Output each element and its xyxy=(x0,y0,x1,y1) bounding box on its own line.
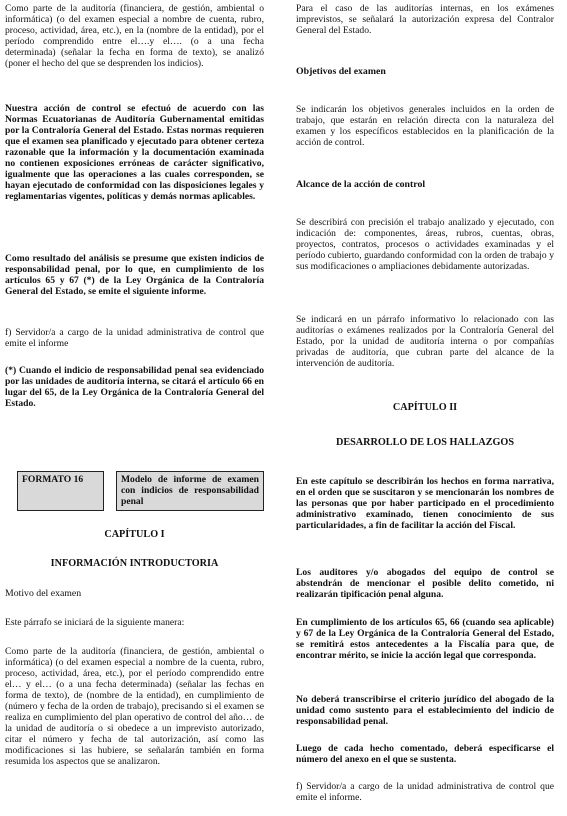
paragraph-signature-left: f) Servidor/a a cargo de la unidad administrativa de control que emite el informe xyxy=(5,327,264,350)
paragraph-footnote: (*) Cuando el indicio de responsabilidad penal sea evidenciado por las unidades de auditoría interna, se citará el artículo 66 en lugar del 65, de la Ley Orgánica de la Contraloría General del Estado. xyxy=(5,365,264,410)
paragraph-start-instruction: Este párrafo se iniciará de la siguiente manera: xyxy=(5,617,185,628)
paragraph-standards: Nuestra acción de control se efectuó de acuerdo con las Normas Ecuatorianas de Auditoría Gubernamental emitidas por la Contraloría General del Estado. Estas normas requieren que el examen sea planificado y ejecutado para obtener certeza razonable que la información y la documentación examinada no contienen exposiciones erróneas de carácter significativo, igualmente que las operaciones a las cuales corresponden, se hayan ejecutado de conformidad con las disposiciones legales y reglamentarias vigentes, políticas y demás normas aplicables. xyxy=(5,103,264,203)
paragraph-analysis-result: Como resultado del análisis se presume que existen indicios de responsabilidad penal, por lo que, en cumplimiento de los artículos 65 y 67 (*) de la Ley Orgánica de la Contraloría General del Estado, se emite el siguiente informe. xyxy=(5,253,264,298)
paragraph-internal-audits: Para el caso de las auditorías internas, en los exámenes imprevistos, se señalará la autorización expresa del Contralor General del Estado. xyxy=(296,3,554,37)
paragraph-annex: Luego de cada hecho comentado, deberá especificarse el número del anexo en el que se sustenta. xyxy=(296,743,554,766)
alcance-heading: Alcance de la acción de control xyxy=(296,179,426,190)
paragraph-alcance: Se describirá con precisión el trabajo analizado y ejecutado, con indicación de: componentes, áreas, rubros, cuentas, obras, proyectos, contratos, procesos o actividades examinadas y el período cubierto, guardando conformidad con la orden de trabajo y sus modificaciones o ampliaciones debidamente autorizadas. xyxy=(296,217,554,273)
paragraph-scope-intro: Como parte de la auditoría (financiera, de gestión, ambiental o informática) (o del examen especial a nombre de cuenta, rubro, proceso, actividad, área, etc.), en la (nombre de la entidad), por el período comprendido entre el….y el…. (o a una fecha determinada) (señalar la fecha en forma de texto), se analizó (poner el hecho del que se desprenden los indicios). xyxy=(5,3,264,70)
chapter-2-heading: CAPÍTULO II xyxy=(392,402,458,413)
paragraph-prior-audits: Se indicará en un párrafo informativo lo relacionado con las auditorías o exámenes realizados por la Contraloría General del Estado, por la unidad de auditoría interna o por compañías privadas de auditoría, que cubran parte del alcance de la intervención de auditoría. xyxy=(296,314,554,370)
paragraph-no-transcription: No deberá transcribirse el criterio jurídico del abogado de la unidad como sustento para el establecimiento del indicio de responsabilidad penal. xyxy=(296,694,554,728)
paragraph-auditors: Los auditores y/o abogados del equipo de control se abstendrán de mencionar el posible delito cometido, ni realizarán tipificación penal alguna. xyxy=(296,567,554,601)
formato-label: FORMATO 16 xyxy=(22,474,84,485)
paragraph-chapter-description: En este capítulo se describirán los hechos en forma narrativa, en el orden que se suscitaron y se mencionarán los nombres de las personas que por haber participado en el procedimiento administrativo examinado, tienen conocimiento de sus particularidades, a fin de facilitar la acción del Fiscal. xyxy=(296,476,554,532)
modelo-label: Modelo de informe de examen con indicios de responsabilidad penal xyxy=(121,474,259,507)
objetivos-heading: Objetivos del examen xyxy=(296,66,386,77)
motivo-heading: Motivo del examen xyxy=(5,588,82,599)
info-intro-heading: INFORMACIÓN INTRODUCTORIA xyxy=(50,558,219,569)
paragraph-signature-right: f) Servidor/a a cargo de la unidad administrativa de control que emite el informe. xyxy=(296,781,554,804)
formato-box xyxy=(17,471,104,511)
desarrollo-heading: DESARROLLO DE LOS HALLAZGOS xyxy=(335,437,515,448)
chapter-1-heading: CAPÍTULO I xyxy=(104,529,165,540)
paragraph-objetivos: Se indicarán los objetivos generales incluidos en la orden de trabajo, que estarán en relación directa con la naturaleza del examen y los específicos establecidos en la planificación de la acción de control. xyxy=(296,104,554,149)
modelo-box xyxy=(116,471,264,511)
paragraph-fiscalia: En cumplimiento de los artículos 65, 66 (cuando sea aplicable) y 67 de la Ley Orgánica de la Contraloría General del Estado, se remitirá estos antecedentes a la Fiscalía para que, de encontrar mérito, se inicie la acción legal que corresponda. xyxy=(296,617,554,662)
paragraph-motivo-detail: Como parte de la auditoría (financiera, de gestión, ambiental o informática) (o del examen especial a nombre de la cuenta, rubro, proceso, actividad, área, etc.), por el período comprendido entre el… y el… (o a una fecha determinada) (señalar las fechas en forma de texto), de (nombre de la entidad), en cumplimiento de (número y fecha de la orden de trabajo), precisando si el examen se realiza en cumplimiento del plan operativo de control del año… de la unidad de auditoría o si obedece a un imprevisto autorizado, citar el número y fecha de tal autorización, así como las modificaciones si las hubiere, se señalarán también en forma resumida los aspectos que se analizaron. xyxy=(5,646,264,768)
